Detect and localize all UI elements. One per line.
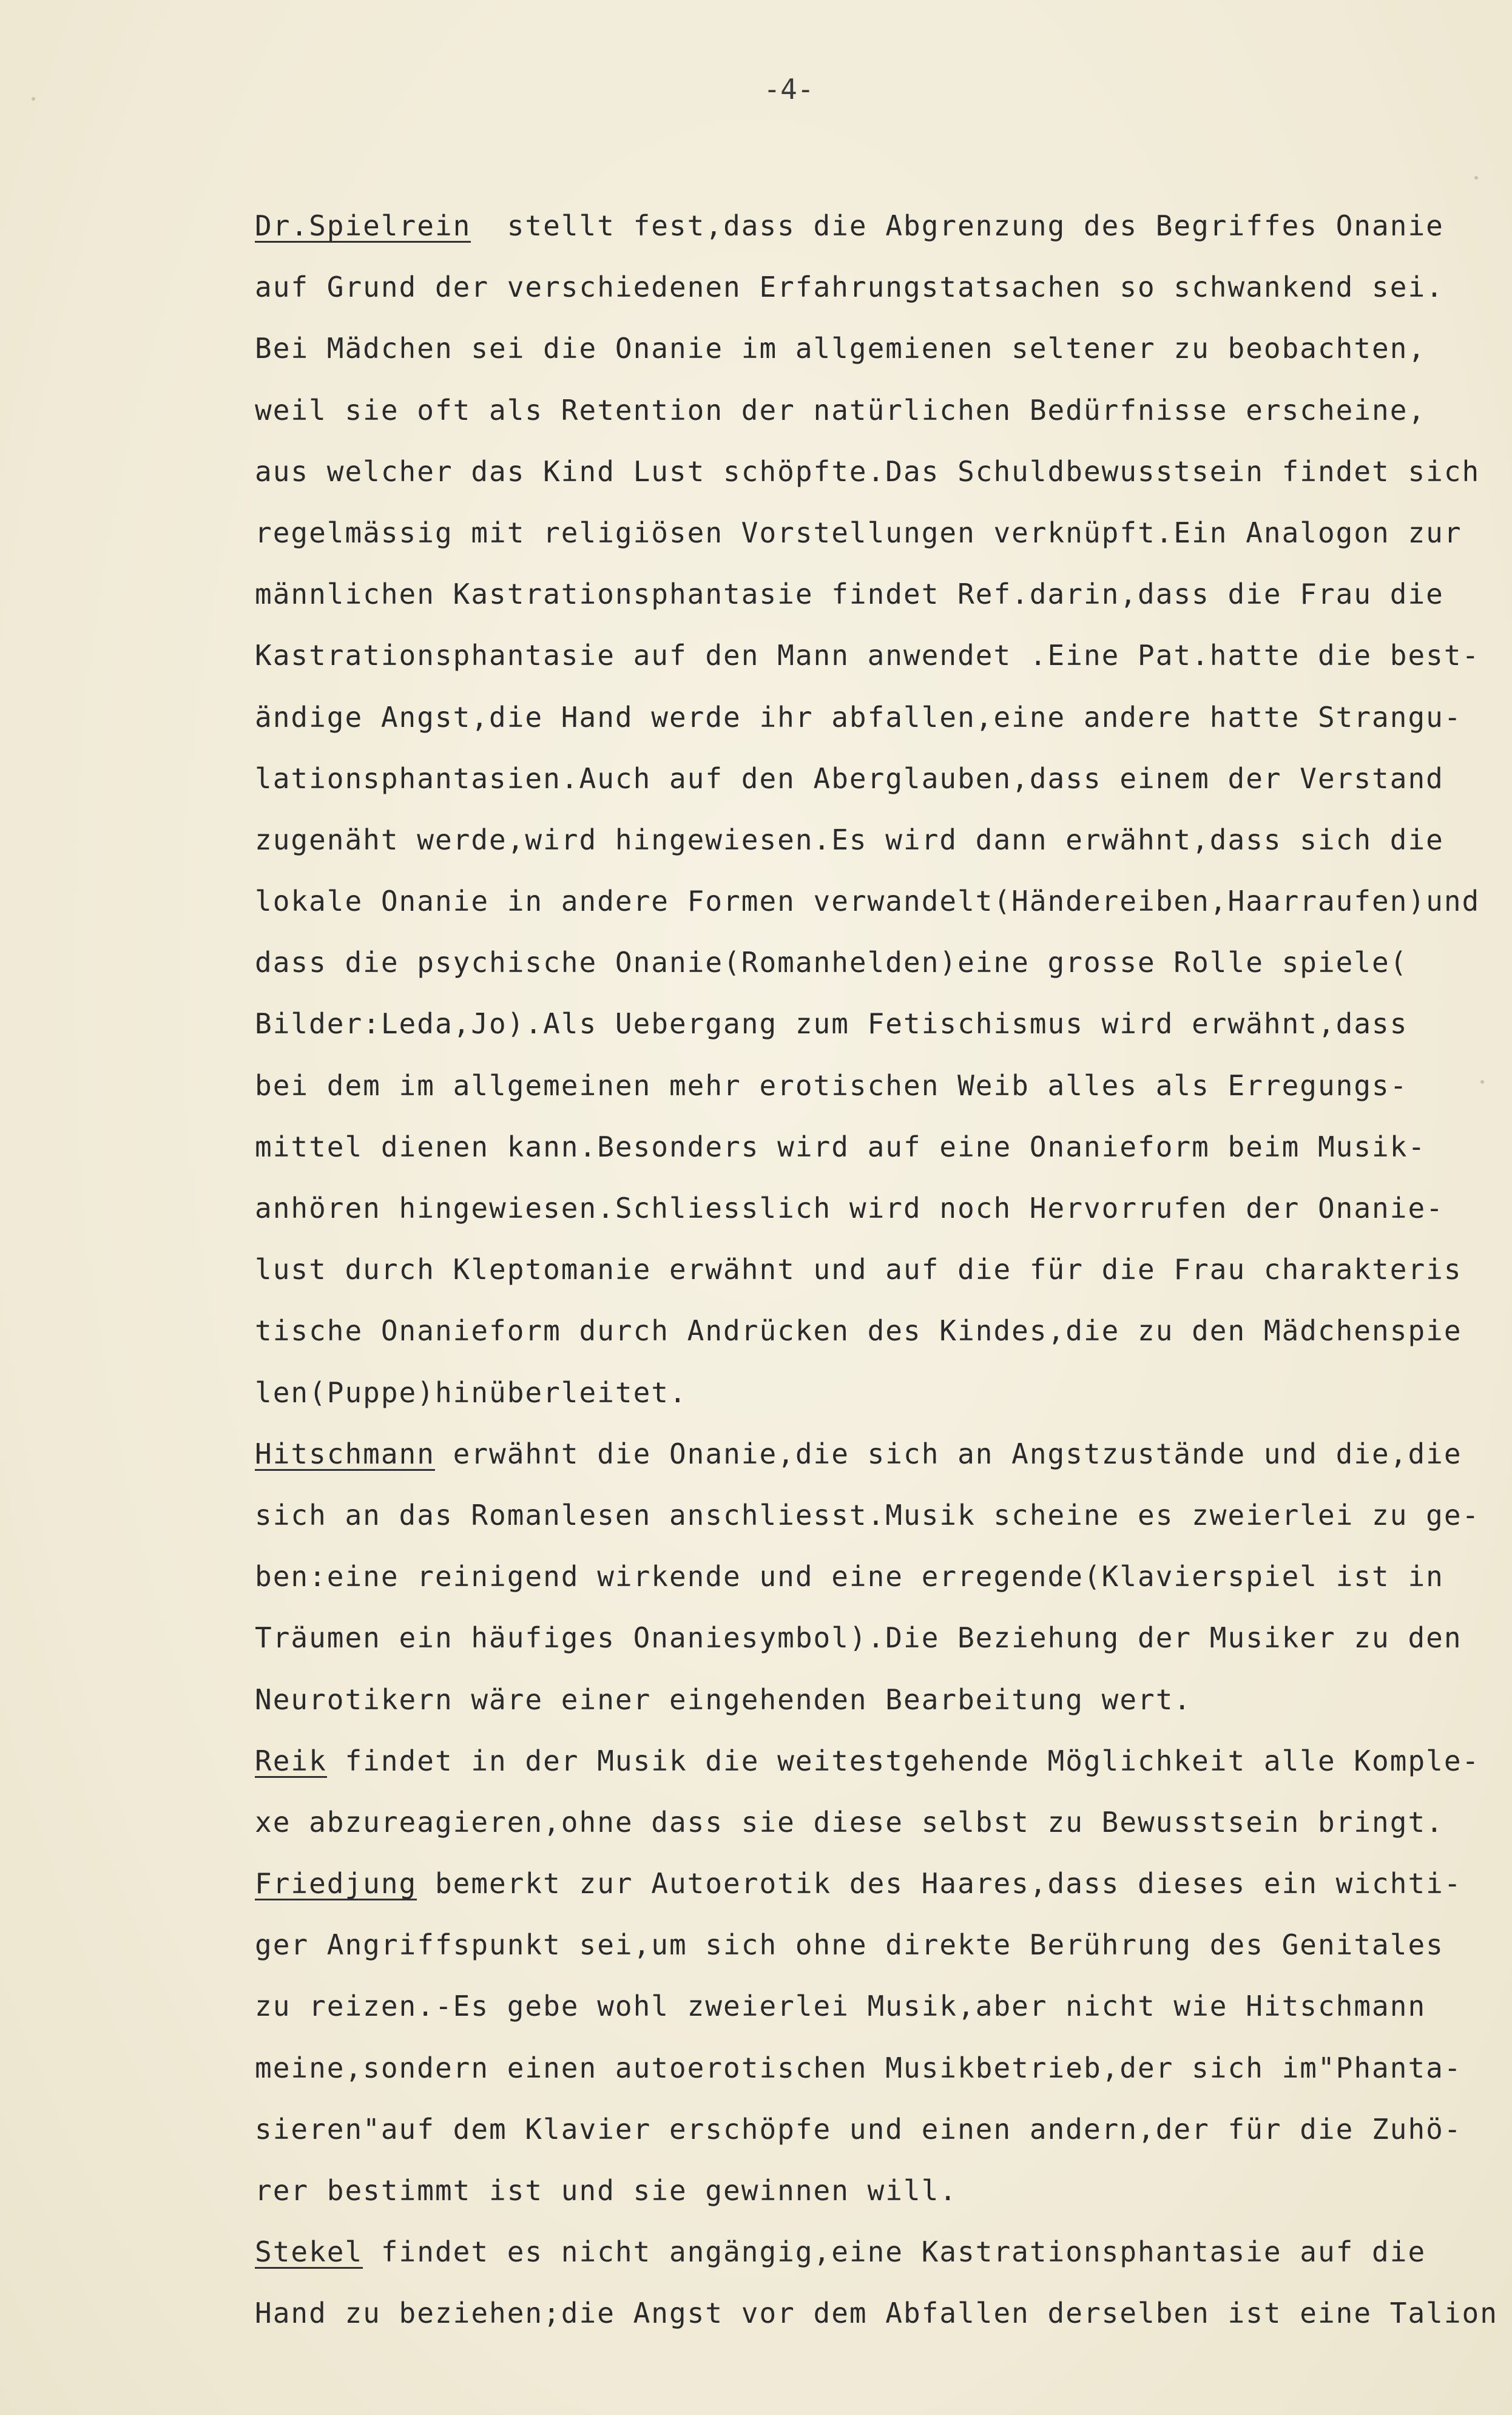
line-text: lationsphantasien.Auch auf den Aberglauben,dass einem der Verstand [255, 762, 1444, 795]
paper-speck [1474, 176, 1478, 180]
text-line [255, 2160, 1505, 2221]
line-text: ben:eine reinigend wirkende und eine erregende(Klavierspiel ist in [255, 1560, 1444, 1593]
text-line [255, 380, 1505, 441]
text-line [255, 2221, 1505, 2283]
text-line [255, 809, 1505, 871]
line-text: Bei Mädchen sei die Onanie im allgemienen seltener zu beobachten, [255, 332, 1426, 365]
line-text: Kastrationsphantasie auf den Mann anwendet .Eine Pat.hatte die best- [255, 639, 1480, 672]
line-text: sich an das Romanlesen anschliesst.Musik scheine es zweierlei zu ge- [255, 1498, 1480, 1532]
line-text: aus welcher das Kind Lust schöpfte.Das Schuldbewusstsein findet sich [255, 454, 1480, 488]
line-text: bei dem im allgemeinen mehr erotischen Weib alles als Erregungs- [255, 1069, 1408, 1102]
text-line [255, 1914, 1505, 1976]
line-text: len(Puppe)hinüberleitet. [255, 1376, 687, 1409]
text-line [255, 318, 1505, 379]
speaker-name: Hitschmann [255, 1437, 435, 1470]
line-text: Hand zu beziehen;die Angst vor dem Abfallen derselben ist eine Talion [255, 2297, 1498, 2330]
text-line [255, 871, 1505, 932]
text-body [255, 195, 1505, 2345]
line-text: Träumen ein häufiges Onaniesymbol).Die Beziehung der Musiker zu den [255, 1621, 1462, 1655]
text-line [255, 1792, 1505, 1853]
line-text: findet in der Musik die weitestgehende Möglichkeit alle Komple- [326, 1744, 1480, 1777]
line-text: bemerkt zur Autoerotik des Haares,dass dieses ein wichti- [417, 1867, 1462, 1900]
speaker-name: Dr.Spielrein [255, 209, 471, 242]
text-line [255, 257, 1505, 318]
text-line [255, 625, 1505, 686]
text-line [255, 1424, 1505, 1485]
line-text: sieren"auf dem Klavier erschöpfe und einen andern,der für die Zuhö- [255, 2112, 1462, 2146]
text-line [255, 2099, 1505, 2160]
line-text: anhören hingewiesen.Schliesslich wird noch Hervorrufen der Onanie- [255, 1192, 1444, 1224]
line-text: lokale Onanie in andere Formen verwandelt(Händereiben,Haarraufen)und [255, 885, 1480, 918]
line-text: ger Angriffspunkt sei,um sich ohne direkte Berührung des Genitales [255, 1928, 1444, 1962]
speaker-name: Stekel [255, 2235, 363, 2269]
text-line [255, 502, 1505, 564]
text-line [255, 1116, 1505, 1178]
text-line [255, 1362, 1505, 1424]
text-line [255, 1853, 1505, 1914]
text-line [255, 1546, 1505, 1607]
text-line [255, 2283, 1505, 2344]
text-line [255, 1485, 1505, 1546]
paper-speck [1480, 1080, 1484, 1084]
line-text: tische Onanieform durch Andrücken des Kindes,die zu den Mädchenspie [255, 1314, 1462, 1348]
line-text: regelmässig mit religiösen Vorstellungen verknüpft.Ein Analogon zur [255, 516, 1462, 549]
text-line [255, 1300, 1505, 1362]
line-text: lust durch Kleptomanie erwähnt und auf die für die Frau charakteris [255, 1253, 1462, 1286]
text-line [255, 1976, 1505, 2037]
paper-speck [32, 97, 35, 101]
text-line [255, 1731, 1505, 1792]
text-line [255, 1607, 1505, 1669]
text-line [255, 993, 1505, 1055]
speaker-name: Reik [255, 1744, 327, 1777]
text-line [255, 1055, 1505, 1116]
text-line [255, 441, 1505, 502]
line-text: männlichen Kastrationsphantasie findet Ref.darin,dass die Frau die [255, 578, 1444, 611]
line-text: meine,sondern einen autoerotischen Musikbetrieb,der sich im"Phanta- [255, 2051, 1462, 2084]
text-line [255, 195, 1505, 257]
line-text: auf Grund der verschiedenen Erfahrungstatsachen so schwankend sei. [255, 271, 1444, 304]
line-text: erwähnt die Onanie,die sich an Angstzustände und die,die [434, 1437, 1462, 1470]
page-number: -4- [763, 73, 814, 106]
line-text: ändige Angst,die Hand werde ihr abfallen,eine andere hatte Strangu- [255, 700, 1462, 734]
line-text: zugenäht werde,wird hingewiesen.Es wird dann erwähnt,dass sich die [255, 823, 1444, 856]
line-text: stellt fest,dass die Abgrenzung des Begriffes Onanie [471, 209, 1444, 242]
line-text: mittel dienen kann.Besonders wird auf eine Onanieform beim Musik- [255, 1130, 1426, 1163]
text-line [255, 932, 1505, 993]
line-text: weil sie oft als Retention der natürlichen Bedürfnisse erscheine, [255, 393, 1426, 427]
text-line [255, 687, 1505, 748]
line-text: xe abzureagieren,ohne dass sie diese selbst zu Bewusstsein bringt. [255, 1805, 1444, 1839]
line-text: Bilder:Leda,Jo).Als Uebergang zum Fetischismus wird erwähnt,dass [255, 1007, 1408, 1041]
text-line [255, 1178, 1505, 1239]
line-text: rer bestimmt ist und sie gewinnen will. [255, 2174, 958, 2207]
text-line [255, 2038, 1505, 2099]
line-text: Neurotikern wäre einer eingehenden Bearbeitung wert. [255, 1683, 1192, 1716]
text-line [255, 1239, 1505, 1300]
text-line [255, 748, 1505, 809]
line-text: zu reizen.-Es gebe wohl zweierlei Musik,aber nicht wie Hitschmann [255, 1990, 1426, 2023]
text-line [255, 1669, 1505, 1731]
line-text: findet es nicht angängig,eine Kastrationsphantasie auf die [363, 2235, 1426, 2269]
text-line [255, 564, 1505, 625]
line-text: dass die psychische Onanie(Romanhelden)eine grosse Rolle spiele( [255, 946, 1408, 979]
speaker-name: Friedjung [255, 1867, 417, 1900]
